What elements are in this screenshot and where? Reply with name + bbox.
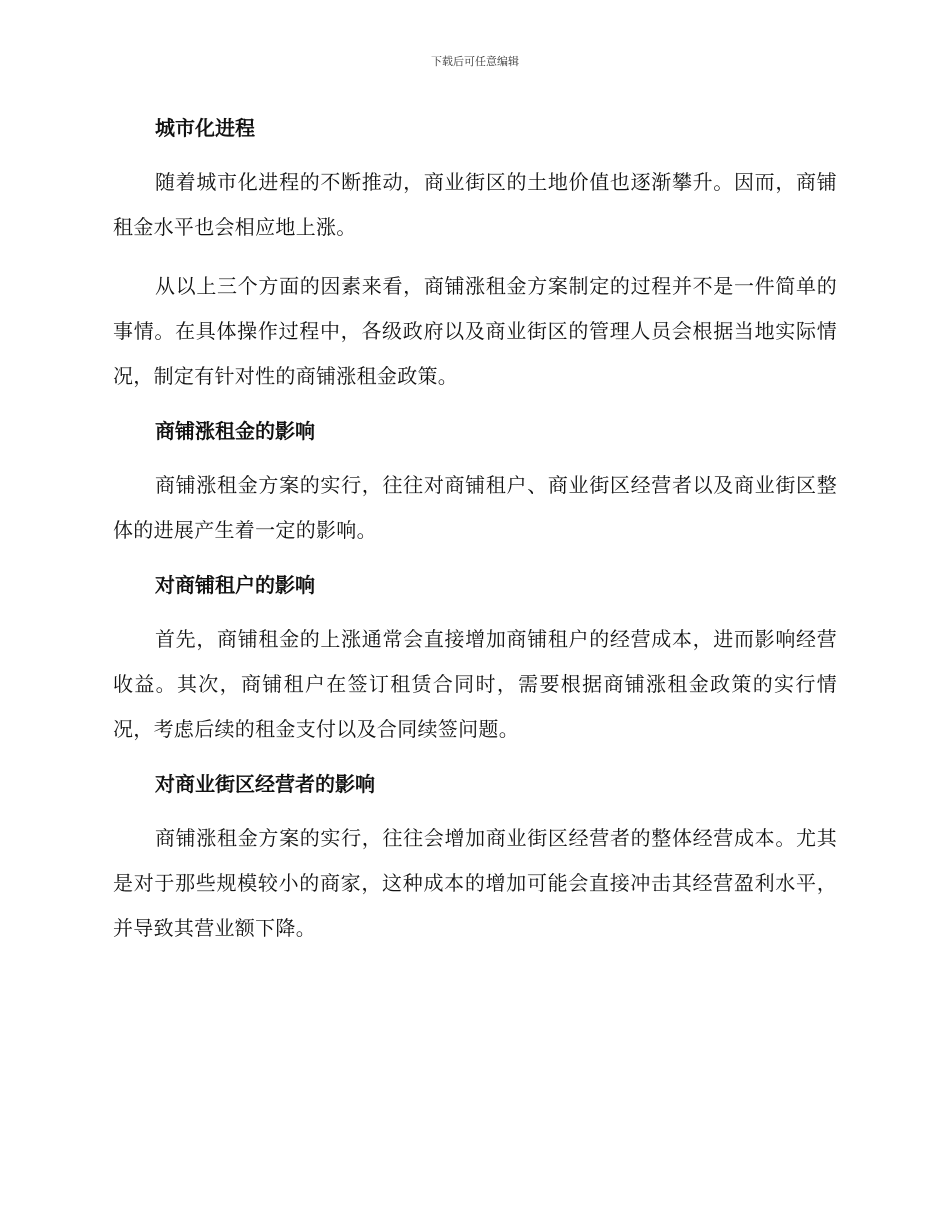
- heading-tenants: 对商铺租户的影响: [155, 573, 315, 597]
- heading-impact: 商铺涨租金的影响: [155, 419, 315, 443]
- page-header-note: 下载后可任意编辑: [431, 55, 519, 68]
- heading-operators: 对商业街区经营者的影响: [155, 772, 375, 796]
- paragraph-tenants: 首先，商铺租金的上涨通常会直接增加商铺租户的经营成本，进而影响经营收益。其次，商铺租户在签订租赁合同时，需要根据商铺涨租金政策的实行情况，考虑后续的租金支付以及合同续签问题。: [113, 627, 837, 741]
- paragraph-impact: 商铺涨租金方案的实行，往往对商铺租户、商业街区经营者以及商业街区整体的进展产生着一定的影响。: [113, 473, 837, 542]
- document-body: [113, 108, 837, 951]
- paragraph-urbanization-1: 随着城市化进程的不断推动，商业街区的土地价值也逐渐攀升。因而，商铺租金水平也会相应地上涨。: [113, 170, 837, 239]
- paragraph-operators: 商铺涨租金方案的实行，往往会增加商业街区经营者的整体经营成本。尤其是对于那些规模较小的商家，这种成本的增加可能会直接冲击其经营盈利水平，并导致其营业额下降。: [113, 826, 837, 940]
- paragraph-urbanization-2: 从以上三个方面的因素来看，商铺涨租金方案制定的过程并不是一件简单的事情。在具体操作过程中，各级政府以及商业街区的管理人员会根据当地实际情况，制定有针对性的商铺涨租金政策。: [113, 274, 837, 388]
- heading-urbanization: 城市化进程: [155, 116, 255, 140]
